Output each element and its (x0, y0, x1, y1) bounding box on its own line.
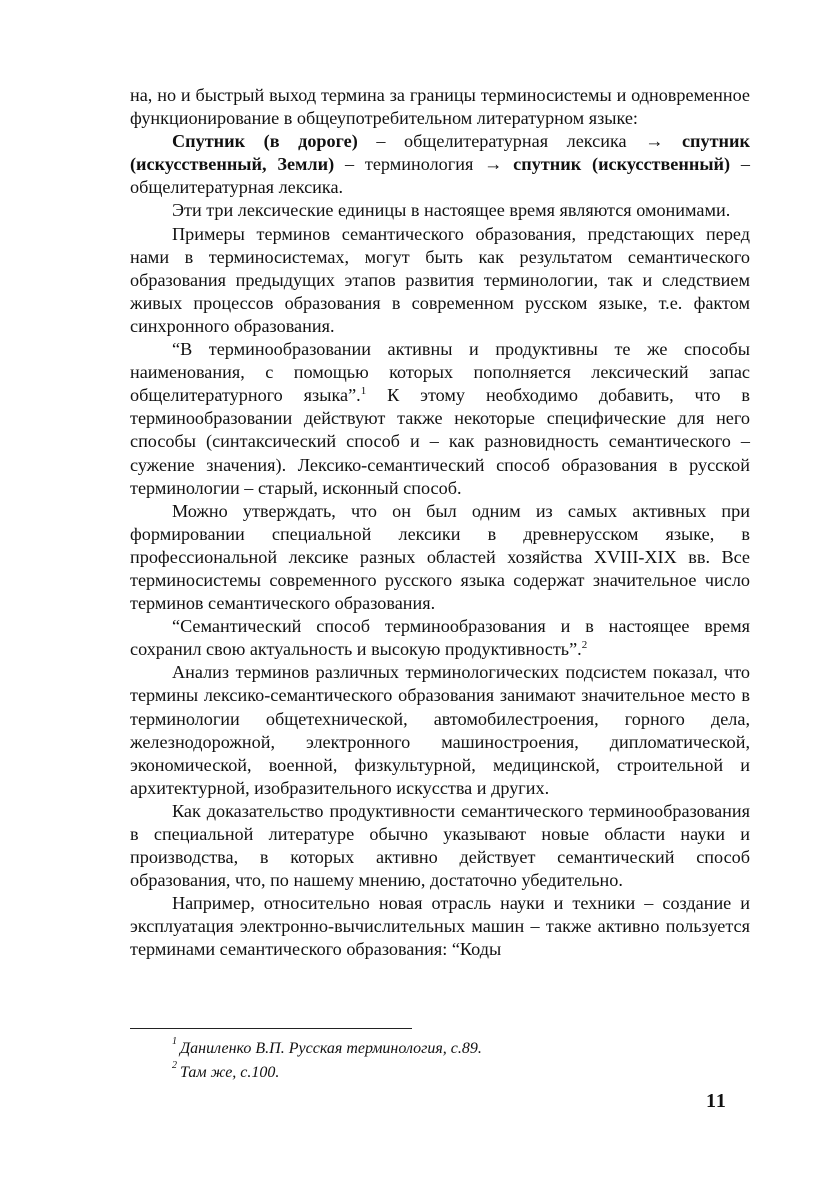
paragraph-text: Как доказательство продуктивности семантического терминообразования в специальной литературе обычно указывают новые области науки и производства, в которых активно действует семантический способ образования, что, по нашему мнению, достаточно убедительно. (130, 800, 750, 891)
paragraph-7 (130, 615, 750, 661)
paragraph-5 (130, 338, 750, 500)
paragraph-text: Например, относительно новая отрасль науки и техники – создание и эксплуатация электронно-вычислительных машин – также активно пользуется терминами семантического образования: “Коды (130, 893, 750, 960)
paragraph-text: К этому необходимо добавить, что в терминообразовании действуют также некоторые специфические для него способы (синтаксический способ и – как разновидность семантического – сужение значения). Лексико-семантический способ образования в русской терминологии – старый, исконный способ. (130, 385, 751, 498)
bold-term: спутник (искусственный, Земли) (130, 131, 750, 175)
paragraph-4 (130, 223, 750, 338)
footnote-text: Даниленко В.П. Русская терминология, с.89. (180, 1040, 482, 1057)
paragraph-text: на, но и быстрый выход термина за границы терминосистемы и одновременное функционирование в общеупотребительном литературном языке: (130, 85, 750, 129)
paragraph-text: Можно утверждать, что он был одним из самых активных при формировании специальной лексики в древнерусском языке, в профессиональной лексике разных областей хозяйства XVIII-XIX вв. Все терминосистемы современного русского языка содержат значительное число терминов семантического образования. (130, 500, 750, 614)
paragraph-1 (130, 84, 750, 130)
footnote-mark: 1 (172, 1036, 177, 1047)
paragraph-text: Эти три лексические единицы в настоящее время являются омонимами. (172, 200, 731, 221)
bold-term: спутник (искусственный) (513, 154, 731, 175)
paragraph-text: “Семантический способ терминообразования и в настоящее время сохранил свою актуальность и высокую продуктивность”. (130, 616, 750, 660)
paragraph-3 (130, 199, 750, 222)
paragraph-2-example (130, 130, 750, 199)
footnote-1 (172, 1038, 732, 1062)
footnote-reference-1: 1 (360, 385, 367, 398)
bold-term: Спутник (в дороге) (172, 131, 358, 152)
paragraph-9 (130, 800, 750, 892)
paragraph-text: Примеры терминов семантического образования, предстающих перед нами в терминосистемах, могут быть как результатом семантического образования предыдущих этапов развития терминологии, так и следствием живых процессов образования в современном русском языке, т.е. фактом синхронного образования. (130, 223, 750, 336)
footnote-mark: 2 (172, 1060, 177, 1071)
footnote-2 (172, 1062, 732, 1086)
page-body (130, 84, 750, 962)
paragraph-text: – общелитературная лексика. (130, 154, 750, 198)
footnote-reference-2: 2 (581, 639, 588, 652)
footnote-divider (130, 1028, 412, 1029)
page-number: 11 (706, 1090, 727, 1112)
paragraph-8 (130, 661, 750, 800)
paragraph-text: “В терминообразовании активны и продуктивны те же способы наименования, с помощью которых пополняется лексический запас общелитературного языка”. (130, 339, 750, 406)
paragraph-text: – общелитературная лексика → (357, 131, 682, 152)
footnotes (172, 1038, 732, 1086)
paragraph-10 (130, 892, 750, 961)
footnote-text: Там же, с.100. (180, 1064, 280, 1081)
paragraph-6 (130, 500, 750, 615)
paragraph-text: Анализ терминов различных терминологических подсистем показал, что термины лексико-семантического образования занимают значительное место в терминологии общетехнической, автомобилестроения, горного дела, железнодорожной, электронного машиностроения, дипломатической, экономической, военной, физкультурной, медицинской, строительной и архитектурной, изобразительного искусства и других. (130, 662, 750, 798)
paragraph-text: – терминология → (334, 154, 514, 175)
